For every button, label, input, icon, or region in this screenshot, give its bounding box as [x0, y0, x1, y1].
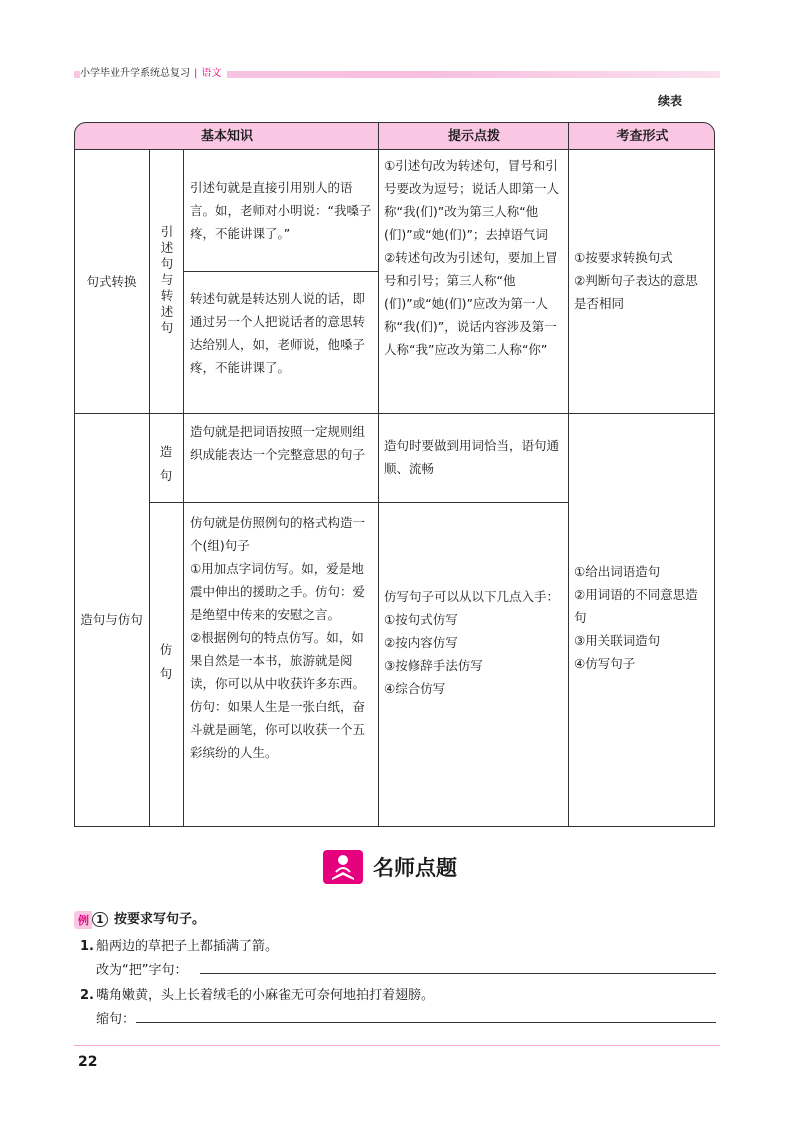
definition-cell: [190, 511, 372, 764]
tips-cell: [384, 154, 564, 361]
book-title: 小学毕业升学系统总复习: [80, 68, 190, 79]
answer-label: 改为“把”字句：: [96, 963, 188, 978]
sub-quote-report: 引述句与转述句: [160, 224, 174, 335]
row-divider: [183, 271, 378, 272]
tip-item: ④综合仿写: [384, 681, 446, 696]
definition-imitate: 仿句就是仿照例句的格式构造一个(组)句子: [190, 515, 366, 553]
page-header: [74, 67, 720, 81]
header-tips: 提示点拨: [447, 129, 500, 144]
example-prompt: 按要求写句子。: [114, 912, 206, 927]
tip-item: ②按内容仿写: [384, 635, 458, 650]
tip-item: ①引述句改为转述句，冒号和引号要改为逗号；说话人即第一人称“我(们)”改为第三人称“他(们)”或“她(们)”；去掉语气词: [384, 158, 560, 242]
tip-item: 仿写句子可以从以下几点入手：: [384, 589, 560, 604]
answer-label: 缩句：: [96, 1012, 136, 1027]
question-text: 嘴角嫩黄，头上长着绒毛的小麻雀无可奈何地拍打着翅膀。: [95, 988, 434, 1003]
tip-make-sentence: 造句时要做到用词恰当，语句通顺、流畅: [384, 438, 560, 476]
form-item: ②用词语的不同意思造句: [574, 587, 698, 625]
form-item: ①给出词语造句: [574, 564, 661, 579]
category-make-imitate: 造句与仿句: [80, 612, 143, 627]
row-divider: [149, 502, 568, 503]
category-sentence-conversion: 句式转换: [86, 274, 137, 289]
definition-cell: [190, 287, 372, 379]
form-item: ①按要求转换句式: [574, 250, 673, 265]
example-number: 1: [92, 912, 108, 927]
question-1: [80, 935, 278, 954]
definition-imitate: ①用加点字词仿写。如，爱是地震中伸出的援助之手。仿句：爱是绝望中传来的安慰之言。: [190, 561, 366, 622]
category-cell: [74, 413, 149, 826]
teacher-reading-icon: [323, 850, 363, 884]
tip-item: ①按句式仿写: [384, 612, 458, 627]
answer-line[interactable]: [136, 1022, 716, 1023]
tips-cell: [384, 585, 564, 700]
table-border: [714, 136, 715, 827]
question-number: 2.: [80, 988, 94, 1003]
category-cell: [74, 150, 149, 413]
forms-cell: [574, 246, 710, 315]
definition-reported-speech: 转述句就是转达别人说的话，即通过另一个人把说话者的意思转达给别人，如，老师说，他嗓子疼，不能讲课了。: [190, 291, 366, 375]
continued-label: 续表: [658, 94, 683, 108]
definition-cell: [190, 420, 372, 466]
column-divider: [149, 150, 150, 827]
example-badge: 例: [74, 911, 92, 929]
definition-cell: [190, 176, 372, 245]
tip-item: ③按修辞手法仿写: [384, 658, 483, 673]
column-divider: [378, 122, 379, 827]
subject-label: 语文: [201, 68, 222, 79]
knowledge-table: [74, 122, 715, 827]
form-item: ④仿写句子: [574, 656, 636, 671]
question-text: 船两边的草把子上都插满了箭。: [95, 939, 278, 954]
sub-imitate-sentence: 仿句: [159, 642, 173, 681]
question-2: [80, 984, 434, 1003]
column-divider: [568, 122, 569, 827]
form-item: ②判断句子表达的意思是否相同: [574, 273, 698, 311]
header-basic-knowledge: 基本知识: [200, 129, 253, 144]
question-number: 1.: [80, 939, 94, 954]
page-number: 22: [78, 1054, 98, 1070]
answer-line[interactable]: [200, 973, 716, 974]
form-item: ③用关联词造句: [574, 633, 661, 648]
table-border: [74, 826, 715, 827]
sub-make-sentence: 造句: [159, 444, 173, 483]
row-divider: [74, 413, 715, 414]
column-divider: [183, 150, 184, 827]
header-text: 小学毕业升学系统总复习 | 语文: [80, 67, 227, 81]
definition-imitate: ②根据例句的特点仿写。如，如果自然是一本书，旅游就是阅读，你可以从中收获许多东西。仿句：如果人生是一张白纸，奋斗就是画笔，你可以收获一个五彩缤纷的人生。: [190, 630, 366, 760]
header-exam-form: 考查形式: [616, 129, 669, 144]
section-title: 名师点题: [373, 856, 457, 880]
forms-cell: [574, 560, 710, 675]
table-header: [74, 122, 715, 150]
example-heading: [74, 908, 205, 929]
footer-line: [74, 1045, 720, 1046]
definition-make-sentence: 造句就是把词语按照一定规则组织成能表达一个完整意思的句子: [190, 424, 366, 462]
tips-cell: [384, 434, 564, 480]
definition-direct-speech: 引述句就是直接引用别人的语言。如，老师对小明说：“我嗓子疼，不能讲课了。”: [190, 180, 372, 241]
tip-item: ②转述句改为引述句，要加上冒号和引号；第三人称“他(们)”或“她(们)”应改为第一人称“我(们)”，说话内容涉及第一人称“我”应改为第二人称“你”: [384, 250, 558, 357]
